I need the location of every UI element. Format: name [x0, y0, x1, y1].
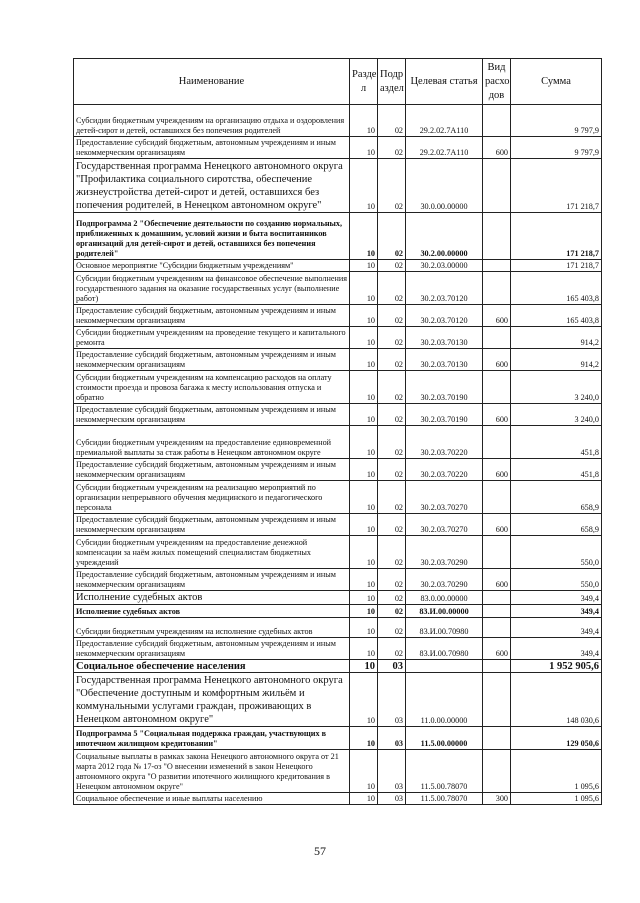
- row-section: 10: [350, 727, 378, 750]
- row-target: 30.2.03.70120: [406, 272, 483, 305]
- row-subsection: 03: [378, 793, 406, 805]
- row-subsection: 03: [378, 660, 406, 673]
- row-section: 10: [350, 618, 378, 638]
- row-sum: 165 403,8: [511, 272, 602, 305]
- row-section: 10: [350, 481, 378, 514]
- table-row: [74, 327, 602, 349]
- row-subsection: 03: [378, 673, 406, 727]
- row-name: Социальные выплаты в рамках закона Ненецкого автономного округа от 21 марта 2012 года № 17-оз "О внесении изменений в закон Ненецкого автономного округа "О развитии ипотечного жилищного кредитования в Ненецком автономном округе": [74, 750, 350, 793]
- row-expense-type: [483, 750, 511, 793]
- row-expense-type: [483, 327, 511, 349]
- table-row: [74, 105, 602, 137]
- row-expense-type: [483, 727, 511, 750]
- row-section: 10: [350, 426, 378, 459]
- table-row: [74, 481, 602, 514]
- row-sum: 171 218,7: [511, 260, 602, 272]
- row-subsection: 03: [378, 750, 406, 793]
- row-sum: 550,0: [511, 569, 602, 591]
- row-subsection: 02: [378, 105, 406, 137]
- row-sum: 658,9: [511, 514, 602, 536]
- row-target: 30.2.03.00000: [406, 260, 483, 272]
- row-sum: 1 095,6: [511, 750, 602, 793]
- row-sum: 349,4: [511, 638, 602, 660]
- table-row: [74, 213, 602, 260]
- row-expense-type: 600: [483, 137, 511, 159]
- row-name: Субсидии бюджетным учреждениям на финансовое обеспечение выполнения государственного задания на оказание государственных услуг (выполнение работ): [74, 272, 350, 305]
- row-sum: 1 952 905,6: [511, 660, 602, 673]
- row-sum: 171 218,7: [511, 213, 602, 260]
- row-section: 10: [350, 605, 378, 618]
- row-subsection: 02: [378, 137, 406, 159]
- table-row: [74, 459, 602, 481]
- table-row: [74, 727, 602, 750]
- row-expense-type: 600: [483, 349, 511, 371]
- row-section: 10: [350, 459, 378, 481]
- row-expense-type: [483, 426, 511, 459]
- table-row: [74, 260, 602, 272]
- row-name: Предоставление субсидий бюджетным, автономным учреждениям и иным некоммерческим организациям: [74, 349, 350, 371]
- row-subsection: 03: [378, 727, 406, 750]
- row-sum: 148 030,6: [511, 673, 602, 727]
- row-expense-type: [483, 371, 511, 404]
- row-subsection: 02: [378, 260, 406, 272]
- row-section: 10: [350, 750, 378, 793]
- row-target: 30.2.03.70270: [406, 514, 483, 536]
- row-expense-type: [483, 260, 511, 272]
- table-row: [74, 673, 602, 727]
- table-row: [74, 660, 602, 673]
- row-section: 10: [350, 569, 378, 591]
- table-row: [74, 591, 602, 605]
- row-subsection: 02: [378, 591, 406, 605]
- row-target: 30.2.03.70220: [406, 426, 483, 459]
- row-expense-type: 600: [483, 459, 511, 481]
- row-expense-type: 300: [483, 793, 511, 805]
- row-target: 11.5.00.78070: [406, 750, 483, 793]
- row-target: 29.2.02.7А110: [406, 137, 483, 159]
- row-section: 10: [350, 105, 378, 137]
- row-name: Субсидии бюджетным учреждениям на компенсацию расходов на оплату стоимости проезда и провоза багажа к месту использования отпуска и обратно: [74, 371, 350, 404]
- row-section: 10: [350, 213, 378, 260]
- row-section: 10: [350, 159, 378, 213]
- row-section: 10: [350, 349, 378, 371]
- row-section: 10: [350, 673, 378, 727]
- table-row: [74, 404, 602, 426]
- row-expense-type: [483, 605, 511, 618]
- row-target: 30.2.03.70290: [406, 536, 483, 569]
- row-name: Государственная программа Ненецкого автономного округа "Профилактика социального сиротства, обеспечение жизнеустройства детей-сирот и детей, оставшихся без попечения родителей, в Ненецком автономном округе": [74, 159, 350, 213]
- row-sum: 658,9: [511, 481, 602, 514]
- table-row: [74, 569, 602, 591]
- row-target: 30.2.03.70290: [406, 569, 483, 591]
- row-subsection: 02: [378, 569, 406, 591]
- table-header-row: [74, 59, 602, 105]
- table-row: [74, 605, 602, 618]
- row-expense-type: [483, 660, 511, 673]
- row-subsection: 02: [378, 327, 406, 349]
- row-sum: 550,0: [511, 536, 602, 569]
- row-target: 83.И.00.70980: [406, 618, 483, 638]
- row-section: 10: [350, 591, 378, 605]
- row-name: Субсидии бюджетным учреждениям на предоставление денежной компенсации за наём жилых помещений специалистам бюджетных учреждений: [74, 536, 350, 569]
- row-target: [406, 660, 483, 673]
- row-name: Субсидии бюджетным учреждениям на проведение текущего и капитального ремонта: [74, 327, 350, 349]
- row-name: Предоставление субсидий бюджетным, автономным учреждениям и иным некоммерческим организациям: [74, 514, 350, 536]
- table-row: [74, 137, 602, 159]
- table-row: [74, 514, 602, 536]
- row-subsection: 02: [378, 605, 406, 618]
- row-subsection: 02: [378, 481, 406, 514]
- row-name: Подпрограмма 2 "Обеспечение деятельности по созданию нормальных, приближенных к домашним, условий жизни и быта воспитанников организаций для детей-сирот и детей, оставшихся без попечения родителей": [74, 213, 350, 260]
- row-subsection: 02: [378, 404, 406, 426]
- row-sum: 451,8: [511, 426, 602, 459]
- header-subsection: Подр аздел: [378, 59, 406, 105]
- row-section: 10: [350, 327, 378, 349]
- row-sum: 451,8: [511, 459, 602, 481]
- row-sum: 914,2: [511, 349, 602, 371]
- row-name: Основное мероприятие "Субсидии бюджетным учреждениям": [74, 260, 350, 272]
- row-expense-type: [483, 618, 511, 638]
- row-sum: 165 403,8: [511, 305, 602, 327]
- row-expense-type: [483, 673, 511, 727]
- row-expense-type: 600: [483, 404, 511, 426]
- row-section: 10: [350, 638, 378, 660]
- row-subsection: 02: [378, 536, 406, 569]
- row-subsection: 02: [378, 213, 406, 260]
- row-expense-type: [483, 591, 511, 605]
- row-sum: 3 240,0: [511, 371, 602, 404]
- row-target: 83.0.00.00000: [406, 591, 483, 605]
- header-section: Разде л: [350, 59, 378, 105]
- row-subsection: 02: [378, 305, 406, 327]
- row-section: 10: [350, 660, 378, 673]
- row-target: 83.И.00.00000: [406, 605, 483, 618]
- row-sum: 129 050,6: [511, 727, 602, 750]
- row-subsection: 02: [378, 618, 406, 638]
- row-target: 30.2.00.00000: [406, 213, 483, 260]
- row-name: Исполнение судебных актов: [74, 591, 350, 605]
- row-name: Предоставление субсидий бюджетным, автономным учреждениям и иным некоммерческим организациям: [74, 459, 350, 481]
- table-row: [74, 305, 602, 327]
- row-name: Государственная программа Ненецкого автономного округа "Обеспечение доступным и комфортным жильём и коммунальными услугами граждан, проживающих в Ненецком автономном округе": [74, 673, 350, 727]
- table-row: [74, 426, 602, 459]
- row-target: 30.2.03.70130: [406, 349, 483, 371]
- table-row: [74, 159, 602, 213]
- row-section: 10: [350, 514, 378, 536]
- row-subsection: 02: [378, 349, 406, 371]
- row-expense-type: [483, 159, 511, 213]
- row-target: 30.0.00.00000: [406, 159, 483, 213]
- row-sum: 9 797,9: [511, 105, 602, 137]
- header-name: Наименование: [74, 59, 350, 105]
- row-expense-type: [483, 272, 511, 305]
- header-target: Целевая статья: [406, 59, 483, 105]
- row-expense-type: 600: [483, 305, 511, 327]
- table-row: [74, 272, 602, 305]
- row-name: Субсидии бюджетным учреждениям на предоставление единовременной премиальной выплаты за стаж работы в Ненецком автономном округе: [74, 426, 350, 459]
- row-name: Социальное обеспечение населения: [74, 660, 350, 673]
- row-expense-type: [483, 481, 511, 514]
- row-expense-type: 600: [483, 514, 511, 536]
- row-section: 10: [350, 272, 378, 305]
- row-section: 10: [350, 305, 378, 327]
- row-section: 10: [350, 536, 378, 569]
- row-subsection: 02: [378, 159, 406, 213]
- page-number: 57: [314, 844, 326, 858]
- row-sum: 171 218,7: [511, 159, 602, 213]
- row-section: 10: [350, 404, 378, 426]
- row-target: 11.5.00.00000: [406, 727, 483, 750]
- row-subsection: 02: [378, 272, 406, 305]
- row-expense-type: [483, 105, 511, 137]
- row-name: Предоставление субсидий бюджетным, автономным учреждениям и иным некоммерческим организациям: [74, 137, 350, 159]
- header-sum: Сумма: [511, 59, 602, 105]
- budget-table: [73, 58, 602, 805]
- row-name: Предоставление субсидий бюджетным, автономным учреждениям и иным некоммерческим организациям: [74, 638, 350, 660]
- row-sum: 914,2: [511, 327, 602, 349]
- row-section: 10: [350, 260, 378, 272]
- row-name: Предоставление субсидий бюджетным, автономным учреждениям и иным некоммерческим организациям: [74, 569, 350, 591]
- table-row: [74, 349, 602, 371]
- table-row: [74, 618, 602, 638]
- table-row: [74, 750, 602, 793]
- row-expense-type: [483, 536, 511, 569]
- row-subsection: 02: [378, 638, 406, 660]
- row-name: Исполнение судебных актов: [74, 605, 350, 618]
- row-name: Предоставление субсидий бюджетным, автономным учреждениям и иным некоммерческим организациям: [74, 404, 350, 426]
- table-row: [74, 793, 602, 805]
- row-subsection: 02: [378, 426, 406, 459]
- row-subsection: 02: [378, 371, 406, 404]
- row-name: Субсидии бюджетным учреждениям на исполнение судебных актов: [74, 618, 350, 638]
- row-expense-type: 600: [483, 638, 511, 660]
- header-expense-type: Вид расхо дов: [483, 59, 511, 105]
- row-target: 11.0.00.00000: [406, 673, 483, 727]
- table-row: [74, 638, 602, 660]
- row-target: 30.2.03.70190: [406, 404, 483, 426]
- table-row: [74, 536, 602, 569]
- row-name: Субсидии бюджетным учреждениям на организацию отдыха и оздоровления детей-сирот и детей, оставшихся без попечения родителей: [74, 105, 350, 137]
- row-section: 10: [350, 137, 378, 159]
- row-target: 30.2.03.70190: [406, 371, 483, 404]
- row-target: 30.2.03.70120: [406, 305, 483, 327]
- row-section: 10: [350, 371, 378, 404]
- row-sum: 9 797,9: [511, 137, 602, 159]
- row-sum: 349,4: [511, 618, 602, 638]
- row-target: 83.И.00.70980: [406, 638, 483, 660]
- row-subsection: 02: [378, 514, 406, 536]
- row-name: Предоставление субсидий бюджетным, автономным учреждениям и иным некоммерческим организациям: [74, 305, 350, 327]
- row-subsection: 02: [378, 459, 406, 481]
- row-sum: 3 240,0: [511, 404, 602, 426]
- row-target: 29.2.02.7А110: [406, 105, 483, 137]
- table-row: [74, 371, 602, 404]
- row-section: 10: [350, 793, 378, 805]
- row-name: Подпрограмма 5 "Социальная поддержка граждан, участвующих в ипотечном жилищном кредитовании": [74, 727, 350, 750]
- row-name: Социальное обеспечение и иные выплаты населению: [74, 793, 350, 805]
- row-target: 30.2.03.70220: [406, 459, 483, 481]
- row-target: 11.5.00.78070: [406, 793, 483, 805]
- row-expense-type: 600: [483, 569, 511, 591]
- row-expense-type: [483, 213, 511, 260]
- row-target: 30.2.03.70130: [406, 327, 483, 349]
- row-target: 30.2.03.70270: [406, 481, 483, 514]
- row-sum: 1 095,6: [511, 793, 602, 805]
- row-sum: 349,4: [511, 605, 602, 618]
- row-sum: 349,4: [511, 591, 602, 605]
- row-name: Субсидии бюджетным учреждениям на реализацию мероприятий по организации непрерывного обучения медицинского и педагогического персонала: [74, 481, 350, 514]
